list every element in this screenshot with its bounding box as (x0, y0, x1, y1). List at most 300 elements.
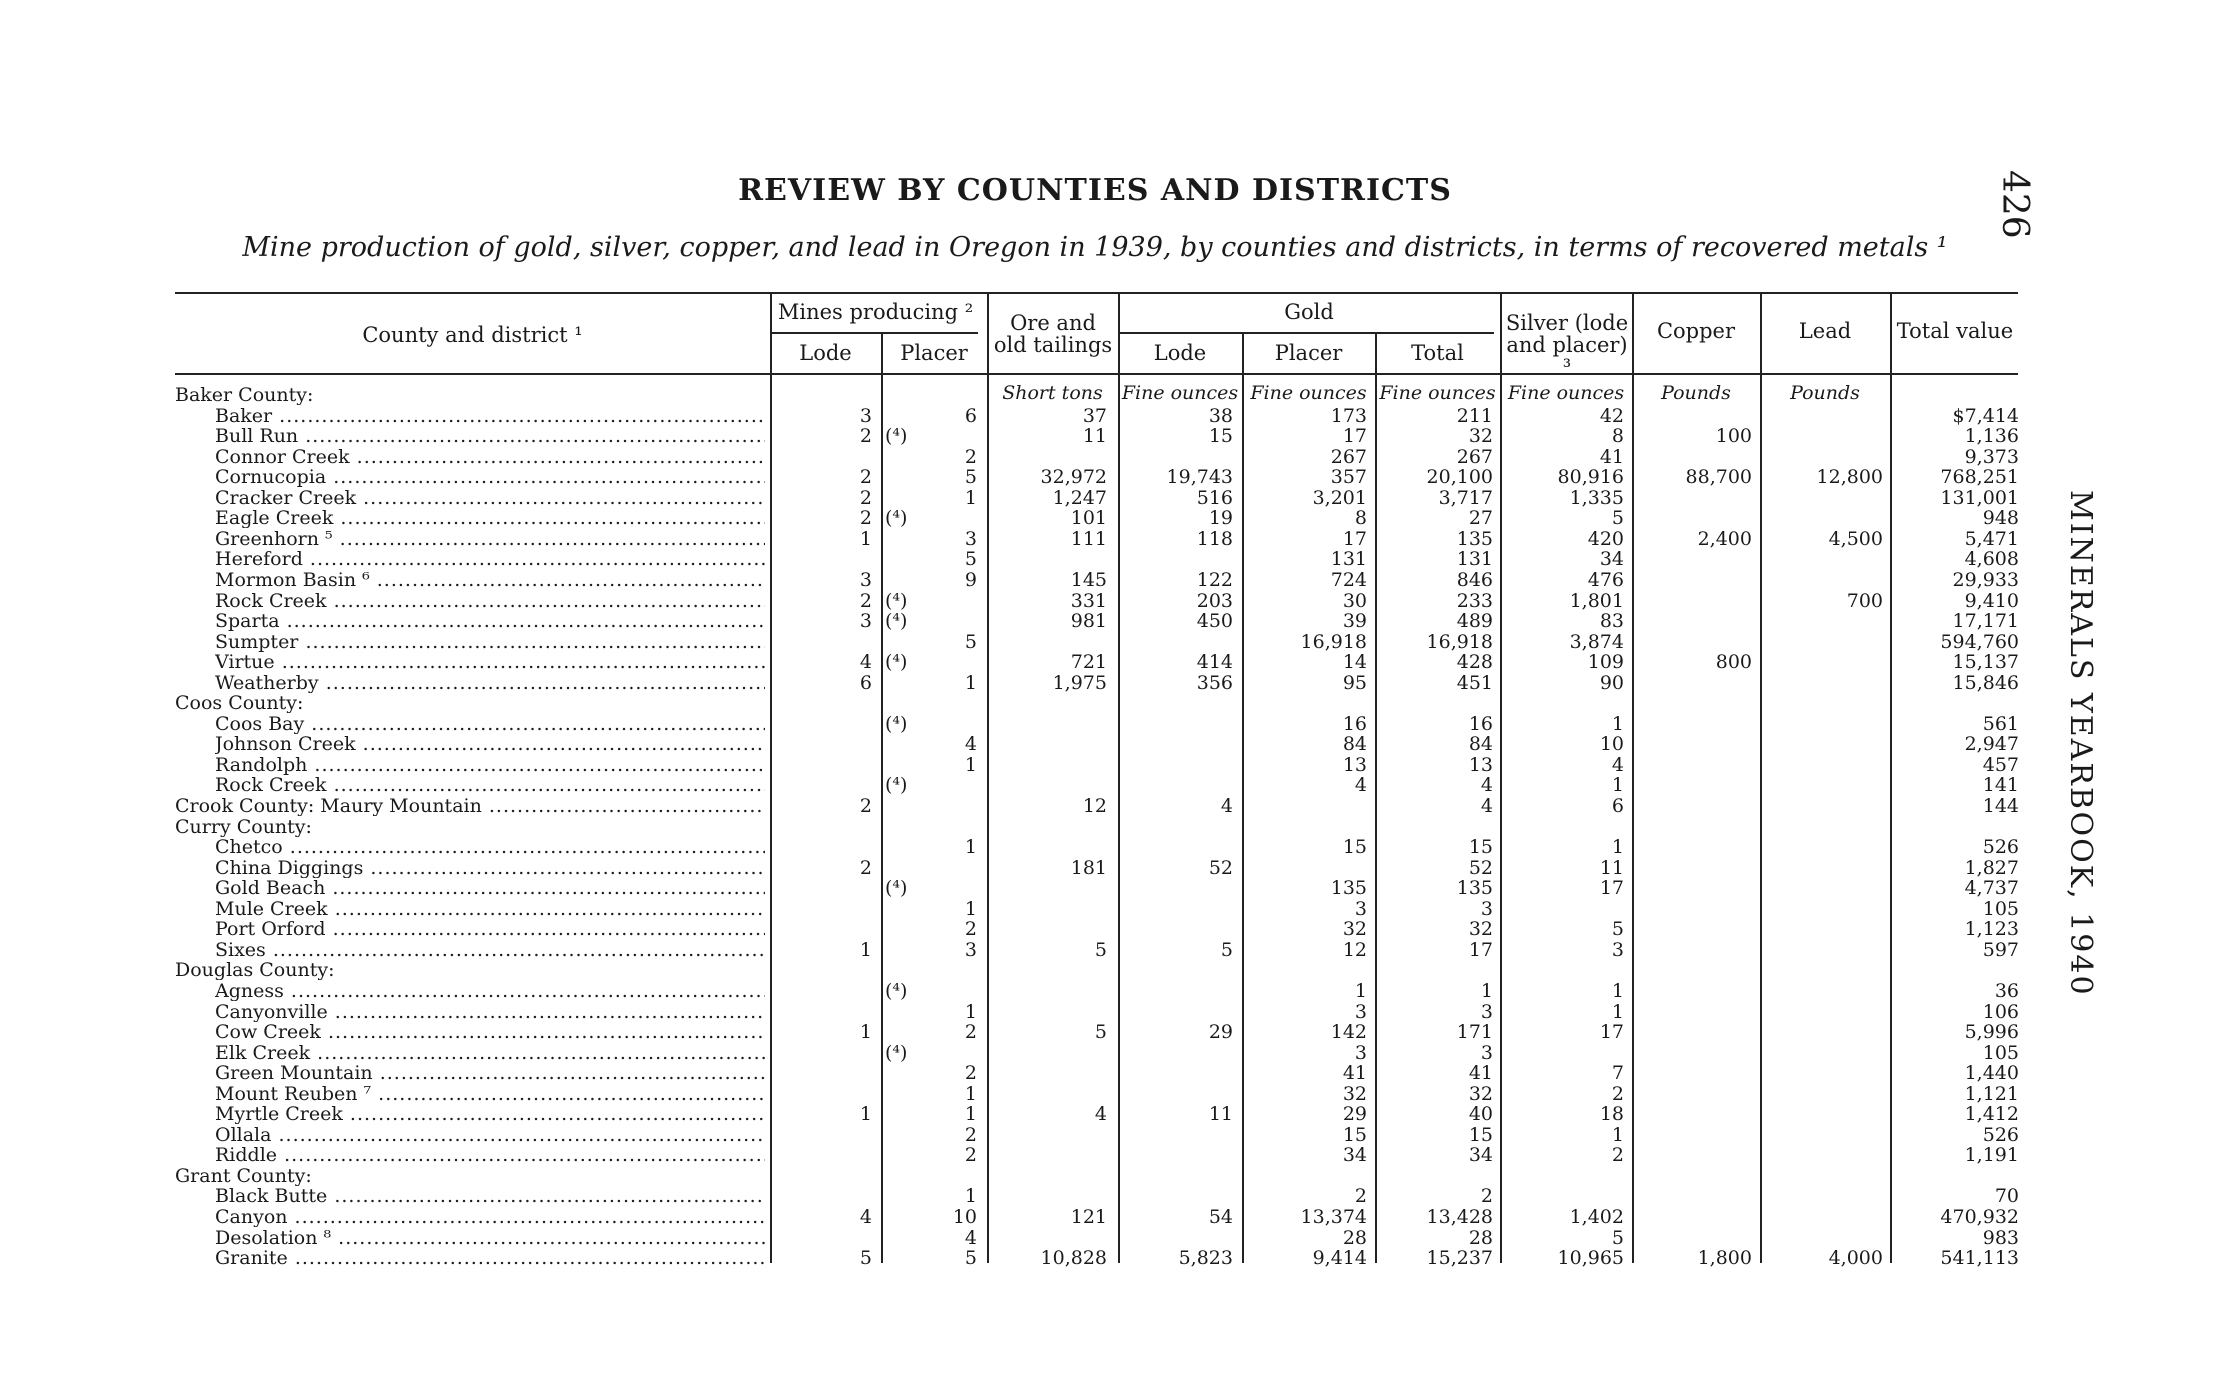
cell-lode: 4 (859, 651, 872, 674)
district-name: Weatherby ..... (215, 673, 765, 693)
table-row (0, 1002, 2225, 1022)
county-header-row (0, 817, 2225, 837)
cell-glode: 4 (1220, 795, 1233, 817)
district-name: Cornucopia ..... (215, 467, 765, 487)
cell-value: 36 (1994, 979, 2019, 1002)
cell-gplacer: 41 (1342, 1062, 1367, 1085)
cell-gplacer: 15 (1342, 836, 1367, 859)
district-name: Canyon ..... (215, 1207, 765, 1227)
cell-gtotal: 135 (1456, 877, 1493, 900)
cell-gtotal: 211 (1456, 404, 1493, 427)
table-row (0, 426, 2225, 446)
district-name: Canyonville ..... (215, 1002, 765, 1022)
table-row (0, 529, 2225, 549)
cell-value: 70 (1994, 1185, 2019, 1208)
cell-gtotal: 267 (1456, 445, 1493, 468)
cell-silver: 34 (1599, 548, 1624, 571)
cell-lode: 2 (859, 486, 872, 509)
cell-ore: 5 (1094, 938, 1107, 961)
cell-ore: 981 (1070, 610, 1107, 633)
cell-silver: 1 (1611, 836, 1624, 859)
cell-gplacer: 2 (1354, 1185, 1367, 1208)
cell-silver: 11 (1599, 856, 1624, 879)
header-mines-producing: Mines producing ² (777, 300, 974, 324)
cell-glode: 516 (1196, 486, 1233, 509)
cell-gplacer: 142 (1330, 1021, 1367, 1044)
cell-silver: 8 (1611, 425, 1624, 448)
district-name: Myrtle Creek ..... (215, 1104, 765, 1124)
cell-glode: 54 (1208, 1206, 1233, 1228)
cell-placer: 1 (964, 1082, 977, 1105)
cell-value: 948 (1982, 507, 2019, 530)
cell-silver: 5 (1611, 1226, 1624, 1249)
table-row (0, 1228, 2225, 1248)
district-name: Mule Creek ..... (215, 899, 765, 919)
table-row (0, 899, 2225, 919)
cell-glode: 122 (1196, 568, 1233, 591)
district-name: Sixes ..... (215, 940, 765, 960)
cell-gtotal: 15 (1468, 836, 1493, 859)
cell-gtotal: 40 (1468, 1103, 1493, 1126)
cell-gplacer: 84 (1342, 733, 1367, 756)
cell-value: 29,933 (1952, 568, 2019, 591)
cell-placer: (⁴) (885, 979, 908, 1002)
cell-placer: 5 (964, 630, 977, 653)
unit-ore: Short tons (1002, 382, 1103, 404)
cell-lode: 2 (859, 795, 872, 817)
cell-ore: 10,828 (1040, 1247, 1107, 1270)
cell-gtotal: 17 (1468, 938, 1493, 961)
district-name: Coos Bay ..... (215, 714, 765, 734)
cell-value: 105 (1982, 897, 2019, 920)
district-name: Rock Creek ..... (215, 591, 765, 611)
header-total-value: Total value (1896, 319, 2014, 343)
header-gold-total: Total (1411, 341, 1464, 365)
district-name: Eagle Creek ..... (215, 508, 765, 528)
cell-value: 141 (1982, 774, 2019, 797)
cell-gtotal: 15,237 (1426, 1247, 1493, 1270)
cell-silver: 83 (1599, 610, 1624, 633)
cell-gplacer: 28 (1342, 1226, 1367, 1249)
cell-placer: 1 (964, 1000, 977, 1023)
cell-placer: (⁴) (885, 589, 908, 612)
cell-lead: 12,800 (1816, 466, 1883, 489)
cell-lode: 5 (859, 1247, 872, 1270)
cell-value: 1,136 (1964, 425, 2019, 448)
table-row (0, 1063, 2225, 1083)
cell-placer: 5 (964, 548, 977, 571)
table-row (0, 734, 2225, 754)
cell-ore: 121 (1070, 1206, 1107, 1228)
gold-subheader-rule (1118, 332, 1494, 334)
cell-placer: 1 (964, 1103, 977, 1126)
cell-gtotal: 41 (1468, 1062, 1493, 1085)
cell-ore: 1,975 (1052, 671, 1107, 694)
district-name: Rock Creek ..... (215, 775, 765, 795)
cell-gplacer: 16,918 (1300, 630, 1367, 653)
table-row (0, 611, 2225, 631)
cell-silver: 5 (1611, 918, 1624, 941)
section-heading: REVIEW BY COUNTIES AND DISTRICTS (738, 173, 1452, 208)
table-row (0, 796, 2225, 816)
table-row (0, 652, 2225, 672)
cell-gplacer: 32 (1342, 918, 1367, 941)
cell-lead: 700 (1846, 589, 1883, 612)
cell-value: 4,737 (1964, 877, 2019, 900)
cell-value: 15,137 (1952, 651, 2019, 674)
cell-silver: 476 (1587, 568, 1624, 591)
cell-silver: 3 (1611, 938, 1624, 961)
cell-value: 470,932 (1940, 1206, 2019, 1228)
cell-lode: 2 (859, 466, 872, 489)
cell-silver: 80,916 (1557, 466, 1624, 489)
district-name: Ollala ..... (215, 1125, 765, 1145)
cell-placer: 2 (964, 1062, 977, 1085)
district-name: Baker County: (175, 385, 314, 405)
table-row (0, 406, 2225, 426)
cell-silver: 2 (1611, 1144, 1624, 1167)
cell-gtotal: 1 (1480, 979, 1493, 1002)
table-top-rule (175, 292, 2018, 294)
cell-placer: 9 (964, 568, 977, 591)
cell-gplacer: 3 (1354, 1041, 1367, 1064)
district-name: Bull Run ..... (215, 426, 765, 446)
cell-gplacer: 15 (1342, 1123, 1367, 1146)
cell-gtotal: 428 (1456, 651, 1493, 674)
cell-placer: 1 (964, 671, 977, 694)
cell-gplacer: 32 (1342, 1082, 1367, 1105)
table-row (0, 878, 2225, 898)
header-mines-placer: Placer (900, 341, 968, 365)
district-name: Virtue ..... (215, 652, 765, 672)
cell-gtotal: 52 (1468, 856, 1493, 879)
cell-lode: 6 (859, 671, 872, 694)
cell-gtotal: 135 (1456, 527, 1493, 550)
cell-value: 106 (1982, 1000, 2019, 1023)
cell-placer: (⁴) (885, 774, 908, 797)
unit-gold-lode: Fine ounces (1121, 382, 1239, 404)
cell-gplacer: 34 (1342, 1144, 1367, 1167)
cell-copper: 800 (1715, 651, 1752, 674)
cell-silver: 3,874 (1569, 630, 1624, 653)
cell-ore: 5 (1094, 1021, 1107, 1044)
cell-placer: 2 (964, 1021, 977, 1044)
cell-lode: 3 (859, 610, 872, 633)
district-name: Cow Creek ..... (215, 1022, 765, 1042)
table-row (0, 591, 2225, 611)
cell-gplacer: 13 (1342, 753, 1367, 776)
cell-silver: 90 (1599, 671, 1624, 694)
cell-value: 144 (1982, 795, 2019, 817)
cell-value: 594,760 (1940, 630, 2019, 653)
cell-gplacer: 135 (1330, 877, 1367, 900)
cell-ore: 181 (1070, 856, 1107, 879)
district-name: Granite ..... (215, 1248, 765, 1268)
unit-gold-placer: Fine ounces (1250, 382, 1367, 404)
cell-glode: 118 (1196, 527, 1233, 550)
cell-value: 9,373 (1964, 445, 2019, 468)
cell-gplacer: 30 (1342, 589, 1367, 612)
district-name: Johnson Creek ..... (215, 734, 765, 754)
cell-gtotal: 32 (1468, 425, 1493, 448)
cell-placer: 4 (964, 1226, 977, 1249)
cell-value: 17,171 (1952, 610, 2019, 633)
cell-gplacer: 17 (1342, 527, 1367, 550)
cell-ore: 101 (1070, 507, 1107, 530)
cell-silver: 6 (1611, 795, 1624, 817)
unit-silver: Fine ounces (1507, 382, 1625, 404)
district-name: Cracker Creek ..... (215, 488, 765, 508)
cell-lead: 4,000 (1828, 1247, 1883, 1270)
district-name: Crook County: Maury Mountain ..... (175, 796, 765, 816)
cell-placer: (⁴) (885, 1041, 908, 1064)
cell-lode: 1 (859, 527, 872, 550)
cell-glode: 450 (1196, 610, 1233, 633)
district-name: Baker ..... (215, 406, 765, 426)
table-row (0, 940, 2225, 960)
table-row (0, 775, 2225, 795)
cell-ore: 111 (1070, 527, 1107, 550)
cell-silver: 1 (1611, 774, 1624, 797)
cell-value: 9,410 (1964, 589, 2019, 612)
header-ore: Ore and old tailings (993, 311, 1113, 357)
header-gold-lode: Lode (1153, 341, 1207, 365)
cell-glode: 11 (1208, 1103, 1233, 1126)
cell-silver: 1 (1611, 1123, 1624, 1146)
table-row (0, 837, 2225, 857)
cell-gplacer: 131 (1330, 548, 1367, 571)
cell-silver: 10,965 (1557, 1247, 1624, 1270)
district-name: Black Butte ..... (215, 1186, 765, 1206)
cell-placer: 5 (964, 1247, 977, 1270)
cell-gplacer: 267 (1330, 445, 1367, 468)
cell-silver: 1,335 (1569, 486, 1624, 509)
table-row (0, 488, 2225, 508)
cell-placer: (⁴) (885, 712, 908, 735)
cell-gplacer: 3 (1354, 1000, 1367, 1023)
table-row (0, 755, 2225, 775)
running-head: MINERALS YEARBOOK, 1940 (2063, 490, 2098, 997)
cell-value: 1,412 (1964, 1103, 2019, 1126)
cell-placer: 1 (964, 836, 977, 859)
district-name: Randolph ..... (215, 755, 765, 775)
cell-silver: 1,801 (1569, 589, 1624, 612)
cell-gplacer: 724 (1330, 568, 1367, 591)
header-mines-lode: Lode (799, 341, 852, 365)
cell-silver: 1 (1611, 1000, 1624, 1023)
cell-gtotal: 4 (1480, 795, 1493, 817)
cell-gtotal: 84 (1468, 733, 1493, 756)
table-row (0, 508, 2225, 528)
cell-placer: (⁴) (885, 507, 908, 530)
cell-silver: 18 (1599, 1103, 1624, 1126)
cell-lode: 3 (859, 568, 872, 591)
table-row (0, 570, 2225, 590)
district-name: Chetco ..... (215, 837, 765, 857)
cell-silver: 5 (1611, 507, 1624, 530)
cell-gtotal: 489 (1456, 610, 1493, 633)
district-name: Port Orford ..... (215, 919, 765, 939)
cell-ore: 37 (1082, 404, 1107, 427)
cell-value: 1,440 (1964, 1062, 2019, 1085)
district-name: Gold Beach ..... (215, 878, 765, 898)
district-name: Sumpter ..... (215, 632, 765, 652)
district-name: Agness ..... (215, 981, 765, 1001)
district-name: Riddle ..... (215, 1145, 765, 1165)
cell-gplacer: 3,201 (1312, 486, 1367, 509)
table-row (0, 858, 2225, 878)
cell-value: 526 (1982, 1123, 2019, 1146)
cell-value: 457 (1982, 753, 2019, 776)
cell-gplacer: 357 (1330, 466, 1367, 489)
cell-silver: 10 (1599, 733, 1624, 756)
cell-copper: 2,400 (1697, 527, 1752, 550)
cell-placer: 2 (964, 1144, 977, 1167)
county-header-row (0, 693, 2225, 713)
cell-lode: 2 (859, 425, 872, 448)
cell-gplacer: 29 (1342, 1103, 1367, 1126)
cell-silver: 4 (1611, 753, 1624, 776)
cell-silver: 17 (1599, 1021, 1624, 1044)
cell-lode: 2 (859, 589, 872, 612)
district-name: Mount Reuben ⁷ ..... (215, 1084, 765, 1104)
header-gold: Gold (1284, 300, 1334, 324)
table-row (0, 1125, 2225, 1145)
cell-lode: 1 (859, 1103, 872, 1126)
cell-gplacer: 173 (1330, 404, 1367, 427)
cell-placer: 10 (952, 1206, 977, 1228)
cell-glode: 356 (1196, 671, 1233, 694)
unit-gold-total: Fine ounces (1379, 382, 1496, 404)
cell-silver: 109 (1587, 651, 1624, 674)
cell-placer: (⁴) (885, 425, 908, 448)
cell-silver: 1 (1611, 979, 1624, 1002)
table-row (0, 981, 2225, 1001)
district-name: Connor Creek ..... (215, 447, 765, 467)
district-name: China Diggings ..... (215, 858, 765, 878)
table-row (0, 1084, 2225, 1104)
cell-gplacer: 13,374 (1300, 1206, 1367, 1228)
cell-placer: 2 (964, 1123, 977, 1146)
cell-gplacer: 12 (1342, 938, 1367, 961)
cell-gtotal: 233 (1456, 589, 1493, 612)
cell-glode: 203 (1196, 589, 1233, 612)
table-row (0, 1207, 2225, 1227)
table-row (0, 1186, 2225, 1206)
cell-gtotal: 3 (1480, 1000, 1493, 1023)
cell-silver: 2 (1611, 1082, 1624, 1105)
cell-lode: 2 (859, 856, 872, 879)
cell-glode: 15 (1208, 425, 1233, 448)
cell-ore: 1,247 (1052, 486, 1107, 509)
cell-silver: 420 (1587, 527, 1624, 550)
cell-copper: 1,800 (1697, 1247, 1752, 1270)
cell-value: 1,123 (1964, 918, 2019, 941)
cell-gtotal: 34 (1468, 1144, 1493, 1167)
cell-placer: 1 (964, 486, 977, 509)
district-name: Sparta ..... (215, 611, 765, 631)
table-row (0, 1248, 2225, 1268)
cell-value: 5,471 (1964, 527, 2019, 550)
cell-gtotal: 131 (1456, 548, 1493, 571)
unit-lead: Pounds (1790, 382, 1860, 404)
header-lead: Lead (1798, 319, 1852, 343)
cell-value: 541,113 (1940, 1247, 2019, 1270)
cell-placer: 3 (964, 527, 977, 550)
cell-placer: 3 (964, 938, 977, 961)
cell-gtotal: 32 (1468, 1082, 1493, 1105)
table-row (0, 467, 2225, 487)
cell-lead: 4,500 (1828, 527, 1883, 550)
cell-lode: 2 (859, 507, 872, 530)
cell-gtotal: 16,918 (1426, 630, 1493, 653)
cell-gtotal: 3 (1480, 1041, 1493, 1064)
cell-gtotal: 13 (1468, 753, 1493, 776)
cell-glode: 414 (1196, 651, 1233, 674)
table-title: Mine production of gold, silver, copper, and lead in Oregon in 1939, by counties and districts, in terms of recovered metals ¹ (242, 232, 1948, 263)
cell-gtotal: 32 (1468, 918, 1493, 941)
cell-silver: 42 (1599, 404, 1624, 427)
district-name: Curry County: (175, 816, 312, 837)
header-gold-placer: Placer (1274, 341, 1343, 365)
county-header-row (0, 385, 2225, 405)
cell-value: 1,191 (1964, 1144, 2019, 1167)
district-name: Douglas County: (175, 960, 335, 981)
district-name: Coos County: (175, 693, 304, 714)
cell-lode: 1 (859, 938, 872, 961)
cell-value: 2,947 (1964, 733, 2019, 756)
cell-gplacer: 39 (1342, 610, 1367, 633)
cell-placer: (⁴) (885, 651, 908, 674)
cell-placer: 4 (964, 733, 977, 756)
cell-value: 526 (1982, 836, 2019, 859)
cell-gtotal: 15 (1468, 1123, 1493, 1146)
table-row (0, 447, 2225, 467)
district-name: Desolation ⁸ ..... (215, 1228, 765, 1248)
cell-gplacer: 16 (1342, 712, 1367, 735)
header-bottom-rule (175, 373, 2018, 375)
cell-silver: 17 (1599, 877, 1624, 900)
cell-gtotal: 3 (1480, 897, 1493, 920)
cell-ore: 4 (1094, 1103, 1107, 1126)
table-row (0, 919, 2225, 939)
cell-ore: 721 (1070, 651, 1107, 674)
cell-lode: 1 (859, 1021, 872, 1044)
cell-gtotal: 28 (1468, 1226, 1493, 1249)
cell-value: 105 (1982, 1041, 2019, 1064)
header-county: County and district ¹ (362, 323, 583, 347)
district-name: Grant County: (175, 1165, 312, 1186)
cell-glode: 52 (1208, 856, 1233, 879)
cell-value: 983 (1982, 1226, 2019, 1249)
table-row (0, 549, 2225, 569)
cell-value: 597 (1982, 938, 2019, 961)
cell-placer: (⁴) (885, 877, 908, 900)
cell-glode: 19 (1208, 507, 1233, 530)
table-row (0, 673, 2225, 693)
cell-silver: 1,402 (1569, 1206, 1624, 1228)
cell-gplacer: 3 (1354, 897, 1367, 920)
table-row (0, 632, 2225, 652)
cell-placer: 6 (964, 404, 977, 427)
cell-glode: 5,823 (1178, 1247, 1233, 1270)
cell-placer: 1 (964, 1185, 977, 1208)
cell-ore: 331 (1070, 589, 1107, 612)
cell-glode: 5 (1220, 938, 1233, 961)
cell-value: 768,251 (1940, 466, 2019, 489)
cell-silver: 41 (1599, 445, 1624, 468)
cell-value: 15,846 (1952, 671, 2019, 694)
